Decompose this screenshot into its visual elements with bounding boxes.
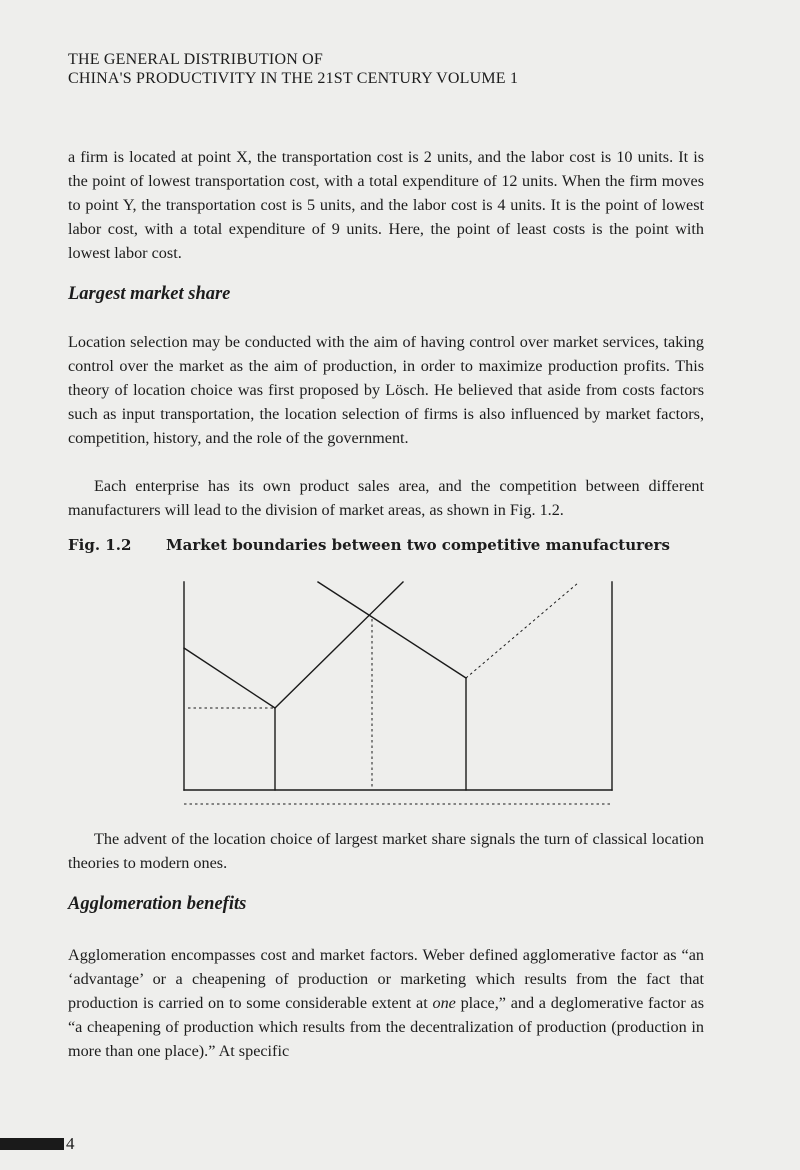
section2-text-part-1: Agglomeration encompasses cost and market factors. Weber defined agglomerative factor as “an ‘advantage’ or a cheapening of production or marketing which results from the fact that production is carried on to some considerable extent at — [68, 946, 704, 1012]
figure-price-line-firm-a-rising — [275, 582, 403, 708]
figure-price-line-left-descending — [184, 648, 275, 708]
section-heading-agglomeration-benefits: Agglomeration benefits — [68, 894, 247, 914]
figure-dashed-extension-line — [466, 583, 578, 678]
figure-caption-text: Market boundaries between two competitive manufacturers — [166, 536, 670, 554]
section2-emphasis: one — [432, 994, 456, 1012]
intro-paragraph: a firm is located at point X, the transportation cost is 2 units, and the labor cost is 10 units. It is the point of lowest transportation cost, with a total expenditure of 12 units. When the firm moves to point Y, the transportation cost is 5 units, and the labor cost is 4 units. It is the point of lowest labor cost, with a total expenditure of 9 units. Here, the point of least costs is the point with lowest labor cost. — [68, 148, 704, 262]
section1-paragraph-1: Location selection may be conducted with the aim of having control over market services, taking control over the market as the aim of production, in order to maximize production profits. This theory of location choice was first proposed by Lösch. He believed that aside from costs factors such as input transportation, the location selection of firms is also influenced by market factors, competition, history, and the role of the government. — [68, 333, 704, 447]
after-figure-paragraph: The advent of the location choice of largest market share signals the turn of classical location theories to modern ones. — [68, 830, 704, 872]
section-heading-largest-market-share: Largest market share — [68, 284, 231, 304]
figure-price-line-crossing — [318, 582, 466, 678]
running-header-line-2: CHINA'S PRODUCTIVITY IN THE 21ST CENTURY VOLUME 1 — [68, 70, 519, 87]
running-header-line-1: THE GENERAL DISTRIBUTION OF — [68, 51, 324, 68]
section2-paragraph — [68, 943, 704, 1063]
section2-text-part-2: place,” and a deglomerative factor as “a cheapening of production which results from the decentralization of production (production in more than one place).” At specific — [68, 994, 705, 1060]
page-number: 4 — [66, 1134, 75, 1153]
section1-paragraph-2: Each enterprise has its own product sales area, and the competition between different manufacturers will lead to the division of market areas, as shown in Fig. 1.2. — [68, 477, 704, 519]
footer-bar — [0, 1138, 64, 1150]
figure-number: Fig. 1.2 — [68, 536, 132, 554]
